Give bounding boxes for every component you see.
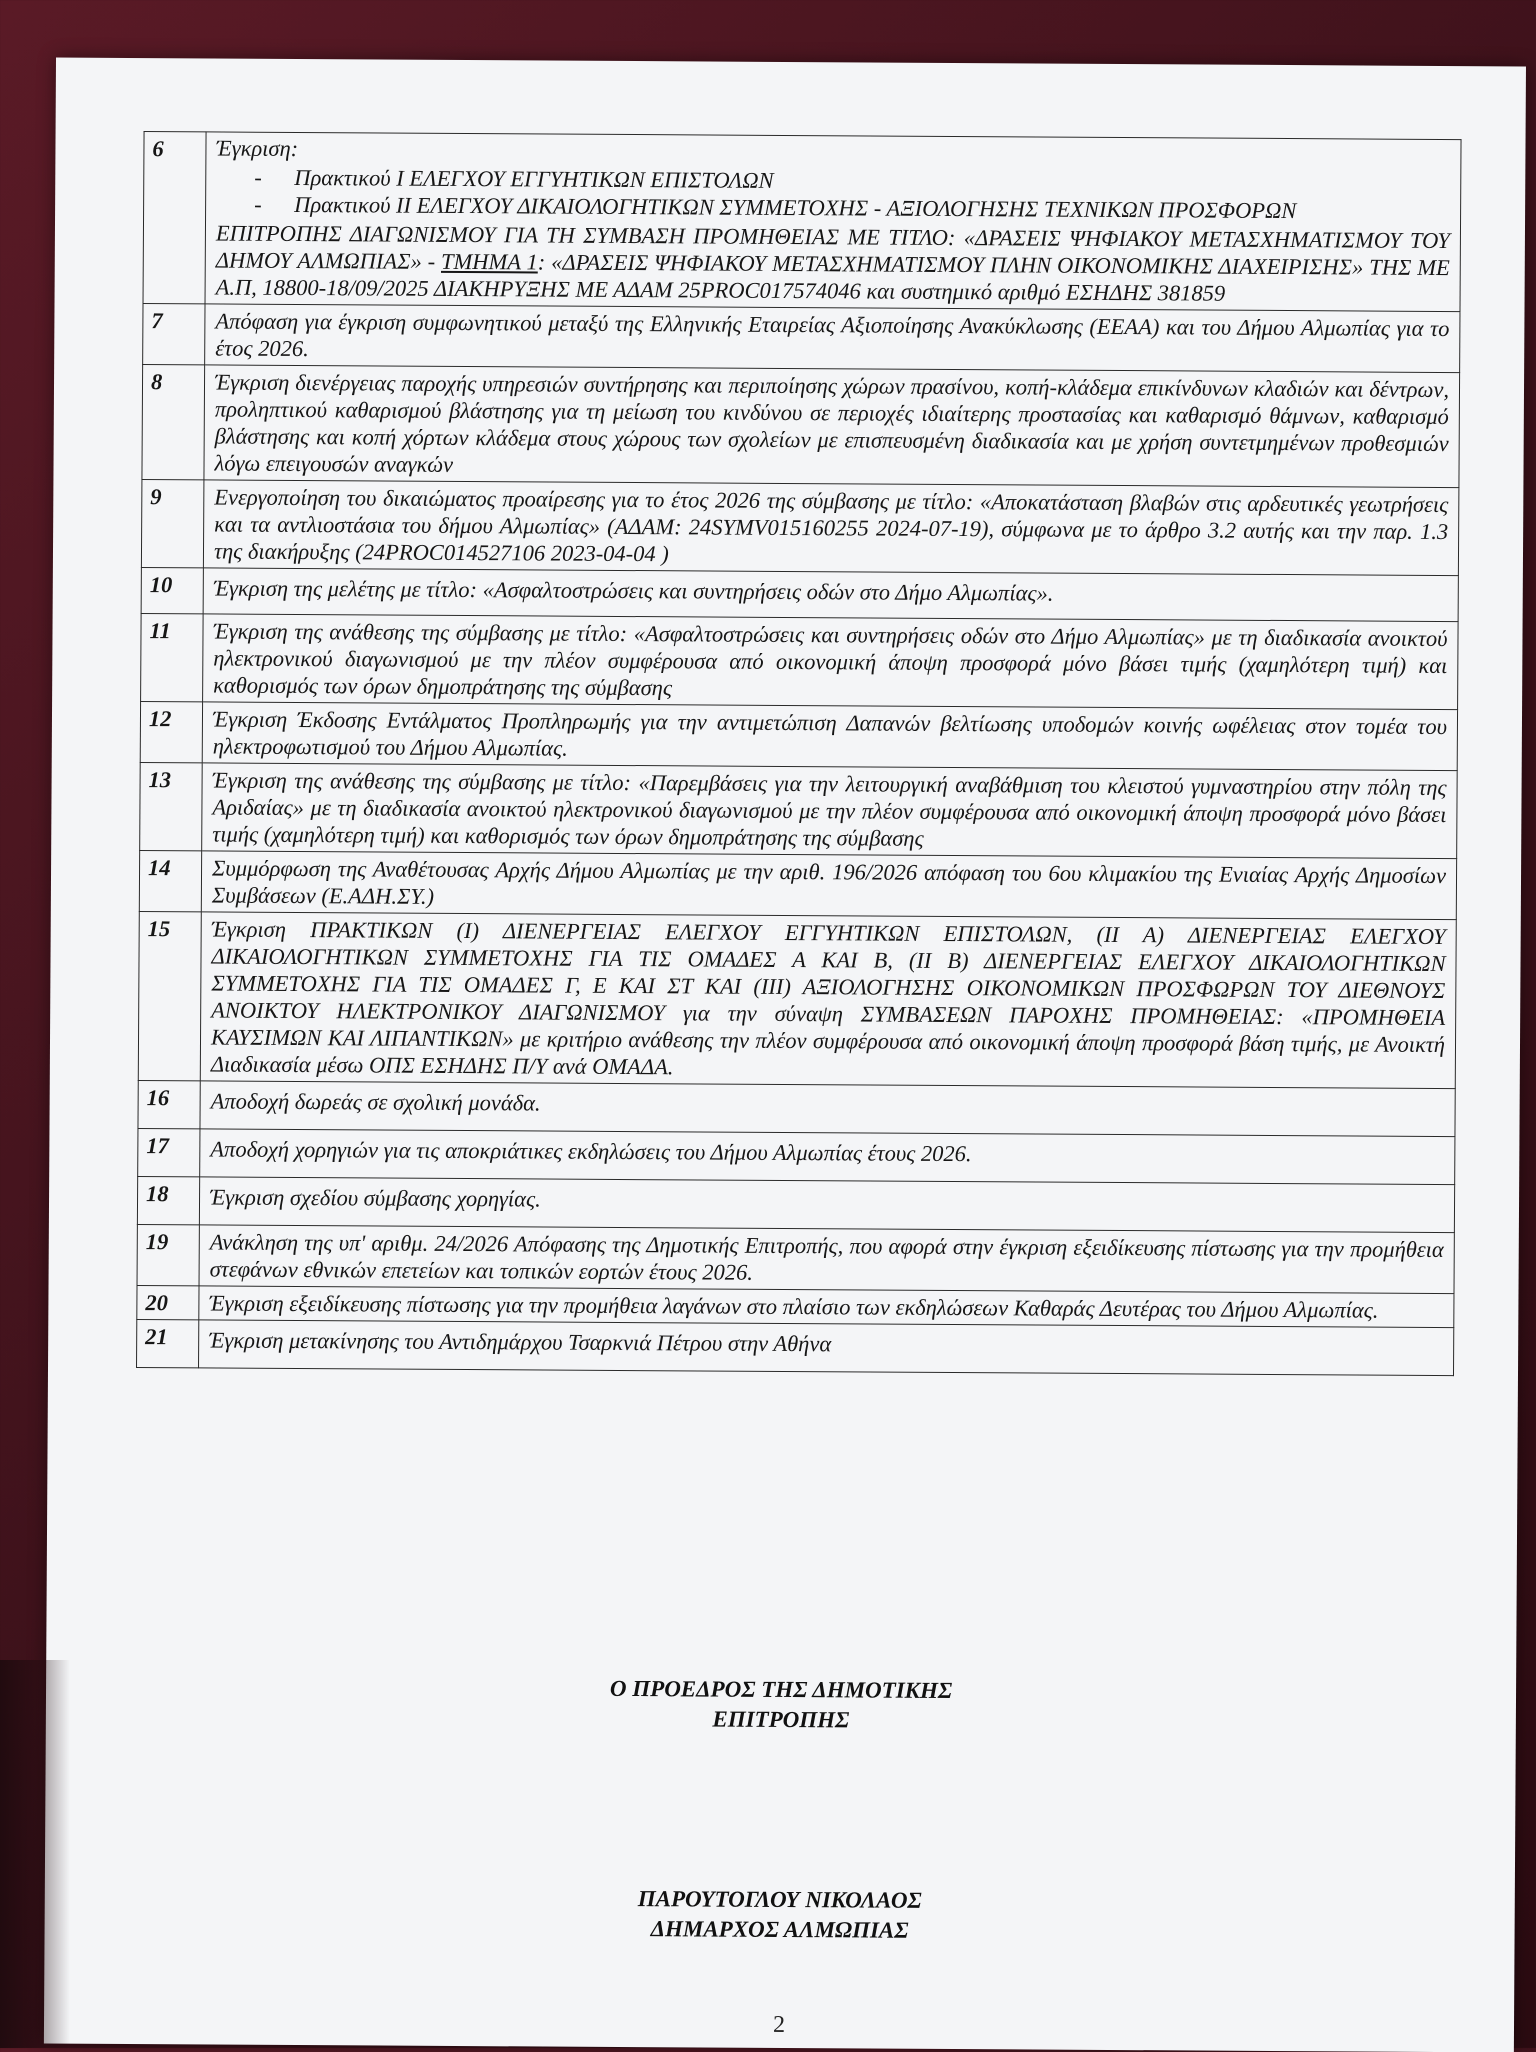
agenda-item-number: 17 [138, 1129, 200, 1177]
agenda-table [136, 131, 1462, 1376]
dash-bullet-icon: - [254, 164, 262, 190]
sub-list [216, 163, 1450, 225]
agenda-item-text: Έγκριση διενέργειας παροχής υπηρεσιών συντήρησης και περιποίησης χώρων πρασίνου, κοπή-κλάδεμα επικίνδυνων κλαδιών και δέντρων, προληπτικού καθαρισμού βλάστησης για τη μείωση του κινδύνου σε περιοχές ιδιαίτερης προστασίας και καθαρισμό θάμνων, καθαρισμό βλάστησης και κοπή χόρτων κλάδεμα στους χώρους των σχολείων με επισπευσμένη διαδικασία και με χρήση συντετμημένων προθεσμιών λόγω επειγουσών αναγκών [204, 365, 1460, 488]
body-text-part: : «ΔΡΑΣΕΙΣ ΨΗΦΙΑΚΟΥ ΜΕΤΑΣΧΗΜΑΤΙΣΜΟΥ ΠΛΗΝ ΟΙΚΟΝΟΜΙΚΗΣ ΔΙΑΧΕΙΡΙΣΗΣ» ΤΗΣ ΜΕ Α.Π, 18800-18/09/2025 ΔΙΑΚΗΡΥΞΗΣ ΜΕ ΑΔΑΜ 25PROC017574046 και συστημικό αριθμό ΕΣΗΔΗΣ 381859 [215, 249, 1450, 306]
agenda-item-text: Αποδοχή δωρεάς σε σχολική μονάδα. [200, 1081, 1455, 1137]
agenda-item-text: Έγκριση σχεδίου σύμβασης χορηγίας. [199, 1177, 1454, 1233]
agenda-row-14 [139, 851, 1456, 920]
document-page [44, 58, 1526, 2052]
agenda-item-number: 8 [142, 365, 205, 480]
agenda-item-text: Ενεργοποίηση του δικαιώματος προαίρεσης για το έτος 2026 της σύμβασης με τίτλο: «Αποκατάσταση βλαβών στις αρδευτικές γεωτρήσεις και τα αντλιοστάσια του δήμου Αλμωπίας» (ΑΔΑΜ: 24SYMV015160255 2024-07-19), σύμφωνα με το άρθρο 3.2 αυτής και την παρ. 1.3 της διακήρυξης (24PROC014527106 2023-04-04 ) [203, 480, 1459, 576]
agenda-row-9 [141, 480, 1459, 576]
body-text-underlined: ΤΜΗΜΑ 1 [440, 248, 538, 275]
agenda-item-number: 19 [137, 1225, 199, 1286]
agenda-item-number: 6 [143, 132, 206, 304]
background-shadow [0, 1660, 70, 2048]
signature-title [46, 1670, 1516, 1739]
agenda-item-heading: Έγκριση: [216, 135, 299, 161]
dash-bullet-icon: - [254, 191, 262, 217]
agenda-row-13 [140, 763, 1458, 859]
agenda-row-8 [142, 365, 1460, 488]
agenda-row-12 [140, 702, 1457, 771]
agenda-item-text: Έγκριση της ανάθεσης της σύμβασης με τίτλο: «Ασφαλτοστρώσεις και συντηρήσεις οδών στο Δήμο Αλμωπίας» με τη διαδικασία ανοικτού ηλεκτρονικού διαγωνισμού με την πλέον συμφέρουσα από οικονομική άποψη προσφορά μόνο βάσει τιμής (χαμηλότερη τιμή) και καθορισμός των όρων δημοπράτησης της σύμβασης [203, 614, 1459, 710]
sub-list-item-text: Πρακτικού I ΕΛΕΓΧΟΥ ΕΓΓΥΗΤΙΚΩΝ ΕΠΙΣΤΟΛΩΝ [294, 164, 774, 193]
agenda-item-text: Συμμόρφωση της Αναθέτουσας Αρχής Δήμου Αλμωπίας με την αριθ. 196/2026 απόφαση του 6ου κλιμακίου της Ενιαίας Αρχής Δημοσίων Συμβάσεων (Ε.ΑΔΗ.ΣΥ.) [201, 851, 1456, 920]
agenda-row-11 [141, 614, 1459, 710]
signature-title-line: Ο ΠΡΟΕΔΡΟΣ ΤΗΣ ΔΗΜΟΤΙΚΗΣ [609, 1675, 953, 1704]
agenda-item-text [205, 132, 1461, 312]
signature-name-block [45, 1880, 1515, 1949]
agenda-row-6 [143, 132, 1461, 312]
agenda-item-text: Έγκριση της μελέτης με τίτλο: «Ασφαλτοστρώσεις και συντηρήσεις οδών στο Δήμο Αλμωπίας». [203, 568, 1458, 622]
agenda-row-10 [141, 568, 1458, 622]
agenda-item-text: Έγκριση εξειδίκευσης πίστωσης για την προμήθεια λαγάνων στο πλαίσιο των εκδηλώσεων Καθαράς Δευτέρας του Δήμου Αλμωπίας. [199, 1286, 1454, 1328]
agenda-row-21 [137, 1320, 1454, 1376]
agenda-row-15 [138, 912, 1456, 1089]
agenda-item-number: 20 [137, 1286, 199, 1320]
agenda-row-19 [137, 1225, 1454, 1294]
agenda-row-7 [143, 304, 1460, 373]
signatory-role: ΔΗΜΑΡΧΟΣ ΑΛΜΩΠΙΑΣ [650, 1916, 909, 1943]
agenda-item-number: 21 [137, 1320, 199, 1368]
agenda-item-number: 15 [138, 912, 201, 1081]
agenda-item-text: Αποδοχή χορηγιών για τις αποκριάτικες εκδηλώσεις του Δήμου Αλμωπίας έτους 2026. [200, 1129, 1455, 1185]
agenda-item-number: 12 [140, 702, 202, 763]
agenda-row-18 [137, 1177, 1454, 1233]
agenda-item-number: 18 [137, 1177, 199, 1225]
agenda-row-16 [138, 1081, 1455, 1137]
agenda-item-number: 16 [138, 1081, 200, 1129]
agenda-item-number: 13 [140, 763, 203, 851]
agenda-item-text: Ανάκληση της υπ' αριθμ. 24/2026 Απόφασης της Δημοτικής Επιτροπής, που αφορά στην έγκριση εξειδίκευσης πίστωσης για την προμήθεια στεφάνων εθνικών επετείων και τοπικών εορτών έτους 2026. [199, 1225, 1454, 1294]
signature-title-line: ΕΠΙΤΡΟΠΗΣ [712, 1706, 850, 1733]
agenda-item-number: 10 [141, 568, 203, 614]
agenda-item-text: Απόφαση για έγκριση συμφωνητικού μεταξύ της Ελληνικής Εταιρείας Αξιοποίησης Ανακύκλωσης (ΕΕΑΑ) και του Δήμου Αλμωπίας για το έτος 2026. [205, 304, 1460, 373]
agenda-item-number: 11 [141, 614, 204, 702]
agenda-item-text: Έγκριση ΠΡΑΚΤΙΚΩΝ (Ι) ΔΙΕΝΕΡΓΕΙΑΣ ΕΛΕΓΧΟΥ ΕΓΓΥΗΤΙΚΩΝ ΕΠΙΣΤΟΛΩΝ, (ΙΙ Α) ΔΙΕΝΕΡΓΕΙΑΣ ΕΛΕΓΧΟΥ ΔΙΚΑΙΟΛΟΓΗΤΙΚΩΝ ΣΥΜΜΕΤΟΧΗΣ ΓΙΑ ΤΙΣ ΟΜΑΔΕΣ Α ΚΑΙ Β, (ΙΙ Β) ΔΙΕΝΕΡΓΕΙΑΣ ΕΛΕΓΧΟΥ ΔΙΚΑΙΟΛΟΓΗΤΙΚΩΝ ΣΥΜΜΕΤΟΧΗΣ ΓΙΑ ΤΙΣ ΟΜΑΔΕΣ Γ, Ε ΚΑΙ ΣΤ ΚΑΙ (ΙΙΙ) ΑΞΙΟΛΟΓΗΣΗΣ ΟΙΚΟΝΟΜΙΚΩΝ ΠΡΟΣΦΩΡΩΝ ΤΟΥ ΔΙΕΘΝΟΥΣ ΑΝΟΙΚΤΟΥ ΗΛΕΚΤΡΟΝΙΚΟΥ ΔΙΑΓΩΝΙΣΜΟΥ για την σύναψη ΣΥΜΒΑΣΕΩΝ ΠΑΡΟΧΗΣ ΠΡΟΜΗΘΕΙΑΣ: «ΠΡΟΜΗΘΕΙΑ ΚΑΥΣΙΜΩΝ ΚΑΙ ΛΙΠΑΝΤΙΚΩΝ» με κριτήριο ανάθεσης την πλέον συμφέρουσα από οικονομική άποψη προσφορά βάση τιμής, με Ανοικτή Διαδικασία μέσω ΟΠΣ ΕΣΗΔΗΣ Π/Υ ανά ΟΜΑΔΑ. [200, 912, 1456, 1089]
agenda-item-text: Έγκριση Έκδοσης Εντάλματος Προπληρωμής για την αντιμετώπιση Δαπανών βελτίωσης υποδομών κοινής ωφέλειας στον τομέα του ηλεκτροφωτισμού του Δήμου Αλμωπίας. [202, 702, 1457, 771]
signatory-name: ΠΑΡΟΥΤΟΓΛΟΥ ΝΙΚΟΛΑΟΣ [637, 1886, 922, 1913]
agenda-item-number: 9 [141, 480, 204, 568]
page-number: 2 [772, 2011, 786, 2038]
agenda-item-body [216, 219, 1450, 308]
agenda-item-text: Έγκριση μετακίνησης του Αντιδημάρχου Τσαρκνιά Πέτρου στην Αθήνα [199, 1320, 1454, 1376]
agenda-item-number: 7 [143, 304, 205, 365]
agenda-item-text: Έγκριση της ανάθεσης της σύμβασης με τίτλο: «Παρεμβάσεις για την λειτουργική αναβάθμιση του κλειστού γυμναστηρίου στην πόλη της Αριδαίας» με τη διαδικασία ανοικτού ηλεκτρονικού διαγωνισμού με την πλέον συμφέρουσα από οικονομική άποψη προσφορά μόνο βάσει τιμής (χαμηλότερη τιμή) και καθορισμός των όρων δημοπράτησης της σύμβασης [202, 763, 1458, 859]
agenda-row-17 [138, 1129, 1455, 1185]
agenda-item-number: 14 [139, 851, 201, 912]
body-text-part: ΕΠΙΤΡΟΠΗΣ ΔΙΑΓΩΝΙΣΜΟΥ ΓΙΑ ΤΗ ΣΥΜΒΑΣΗ ΠΡΟΜΗΘΕΙΑΣ ΜΕ ΤΙΤΛΟ: «ΔΡΑΣΕΙΣ ΨΗΦΙΑΚΟΥ ΜΕΤΑΣΧΗΜΑΤΙΣΜΟΥ ΤΟΥ ΔΗΜΟΥ ΑΛΜΩΠΙΑΣ» - [215, 220, 1450, 274]
sub-list-item-text: Πρακτικού II ΕΛΕΓΧΟΥ ΔΙΚΑΙΟΛΟΓΗΤΙΚΩΝ ΣΥΜΜΕΤΟΧΗΣ - ΑΞΙΟΛΟΓΗΣΗΣ ΤΕΧΝΙΚΩΝ ΠΡΟΣΦΟΡΩΝ [294, 191, 1297, 224]
